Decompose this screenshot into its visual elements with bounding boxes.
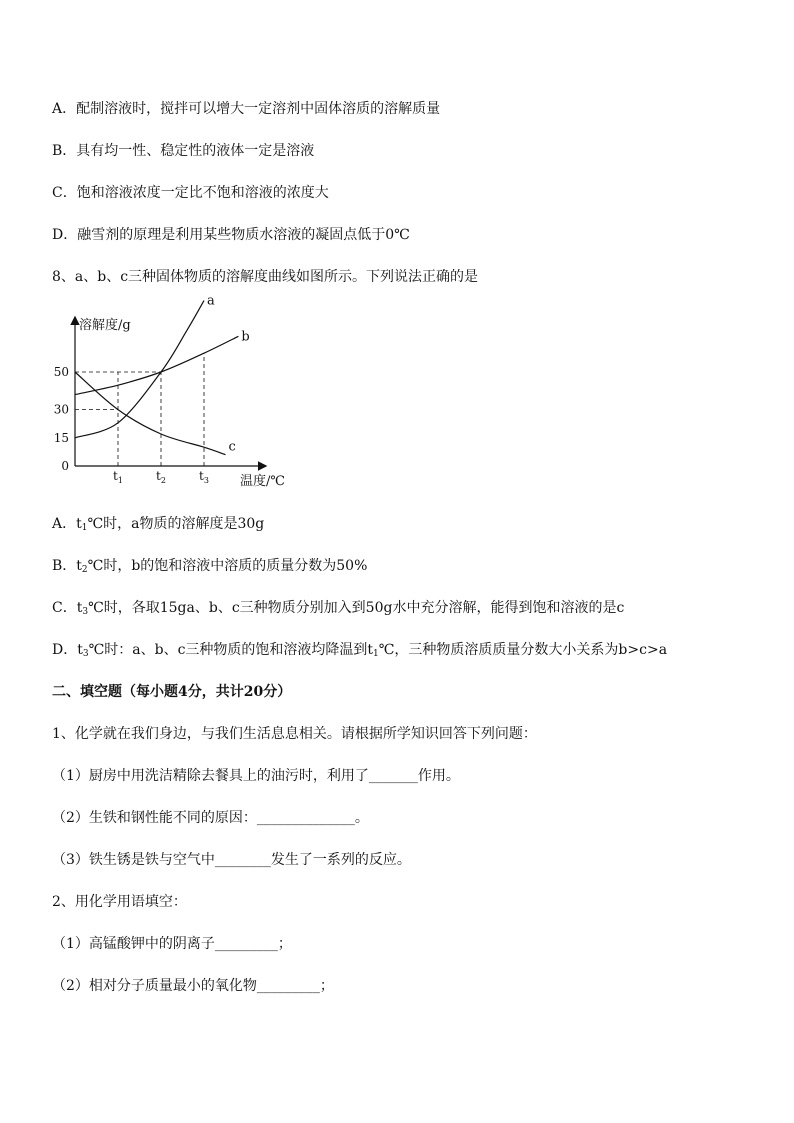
series-a-label: a xyxy=(207,293,215,309)
y-tick-label: 15 xyxy=(53,430,69,445)
y-axis-label: 溶解度/g xyxy=(79,318,131,333)
x-axis-label: 温度/℃ xyxy=(240,474,285,489)
fill-q1-item: （2）生铁和钢性能不同的原因：______________。 xyxy=(52,810,369,826)
x-tick-label: $t_1$ xyxy=(113,469,123,485)
y-tick-labels xyxy=(54,365,69,473)
fill-q1-item: （3）铁生锈是铁与空气中________发生了一系列的反应。 xyxy=(52,852,411,868)
fill-q1-item: （1）厨房中用洗洁精除去餐具上的油污时，利用了_______作用。 xyxy=(52,768,460,784)
x-tick-labels xyxy=(113,469,209,485)
y-tick-label: 30 xyxy=(53,402,69,417)
fill-q2-item: （2）相对分子质量最小的氧化物_________； xyxy=(52,978,334,994)
solubility-chart xyxy=(50,293,300,495)
x-tick-label: $t_3$ xyxy=(199,469,209,485)
series-b-curve xyxy=(75,336,238,394)
y-tick-label: 0 xyxy=(61,459,69,473)
section-title: 二、填空题（每小题4分，共计20分） xyxy=(52,684,292,700)
q7-option-d: D．融雪剂的原理是利用某些物质水溶液的凝固点低于0℃ xyxy=(52,227,410,243)
q8-option-d: D．$t_3℃$时：a、b、c三种物质的饱和溶液均降温到$t_1℃$，三种物质溶质质量分数大小关系为b>c>a xyxy=(52,642,668,659)
q8-stem: 8、a、b、c三种固体物质的溶解度曲线如图所示。下列说法正确的是 xyxy=(52,269,479,285)
series-c-curve xyxy=(75,372,226,455)
series-b-label: b xyxy=(241,329,250,345)
fill-q1-stem: 1、化学就在我们身边，与我们生活息息相关。请根据所学知识回答下列问题： xyxy=(52,726,537,742)
x-tick-label: $t_2$ xyxy=(156,469,166,485)
q8-option-c: C．$t_3℃$时，各取15ga、b、c三种物质分别加入到50g水中充分溶解，能得到饱和溶液的是c xyxy=(52,600,625,617)
q8-option-b: B．$t_2℃$时，b的饱和溶液中溶质的质量分数为50% xyxy=(52,558,368,575)
fill-q2-stem: 2、用化学用语填空： xyxy=(52,894,187,910)
series-c-label: c xyxy=(228,439,236,455)
q7-option-b: B．具有均一性、稳定性的液体一定是溶液 xyxy=(52,143,315,159)
guide-lines xyxy=(75,353,204,466)
fill-q2-item: （1）高锰酸钾中的阴离子_________； xyxy=(52,936,292,952)
y-tick-label: 50 xyxy=(53,365,69,379)
q8-option-a: A．$t_1℃$时，a物质的溶解度是30g xyxy=(52,516,265,533)
q7-option-a: A．配制溶液时，搅拌可以增大一定溶剂中固体溶质的溶解质量 xyxy=(52,101,441,117)
q7-option-c: C．饱和溶液浓度一定比不饱和溶液的浓度大 xyxy=(52,185,329,201)
